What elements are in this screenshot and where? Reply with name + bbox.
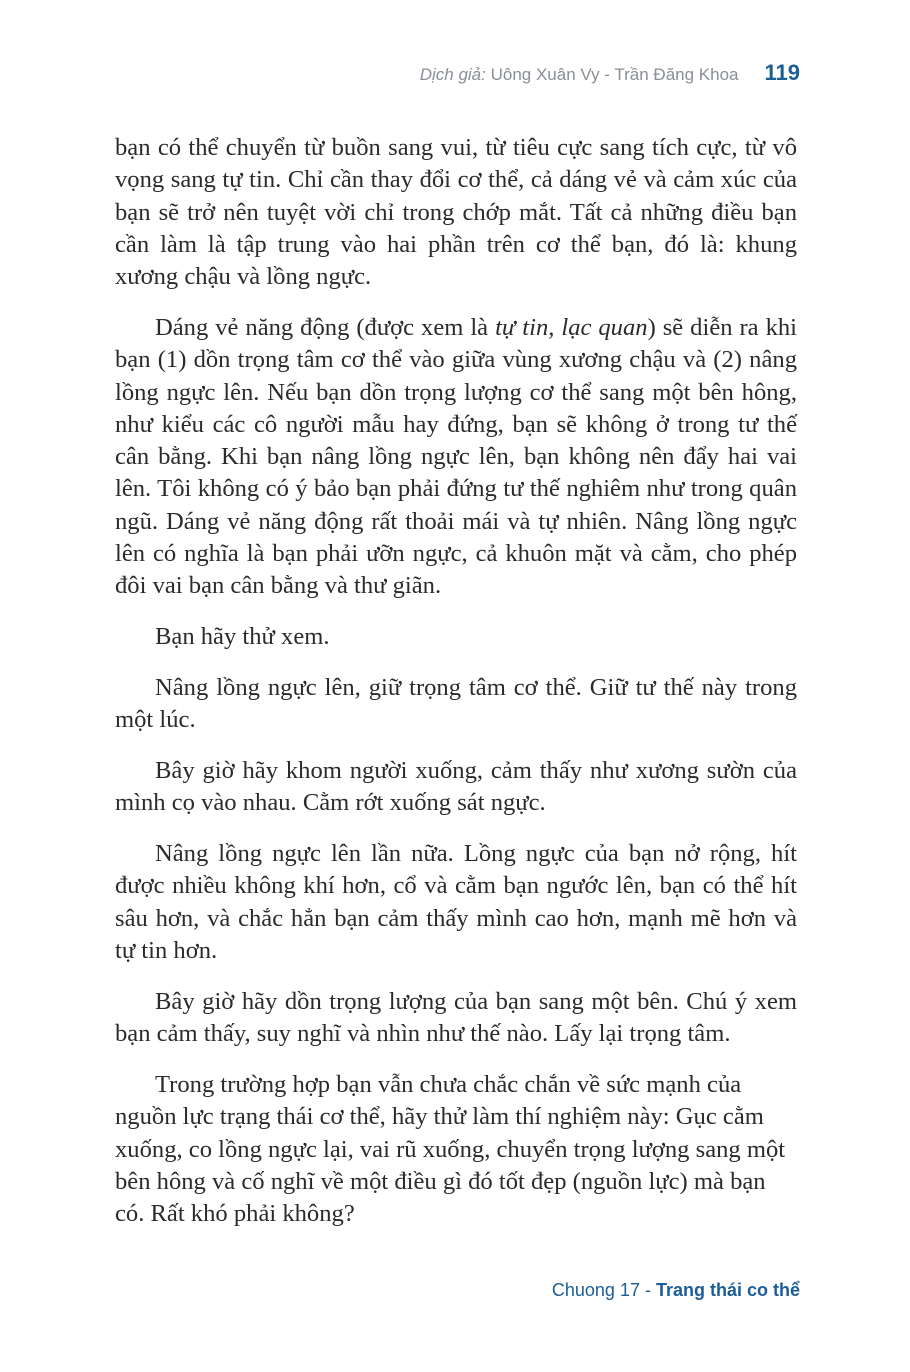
paragraph-2-end: ) sẽ diễn ra khi bạn (1) dồn trọng tâm cơ thể vào giữa vùng xương chậu và (2) nâng lồng ngực lên. Nếu bạn dồn trọng lượng cơ thể sang một bên hông, như kiểu các cô người mẫu hay đứng, bạn sẽ không ở trong tư thế cân bằng. Khi bạn nâng lồng ngực lên, bạn không nên đẩy hai vai lên. Tôi không có ý bảo bạn phải đứng tư thế nghiêm như trong quân ngũ. Dáng vẻ năng động rất thoải mái và tự nhiên. Nâng lồng ngực lên có nghĩa là bạn phải ưỡn ngực, cả khuôn mặt và cằm, cho phép đôi vai bạn cân bằng và thư giãn. bbox=[115, 313, 797, 600]
paragraph-5: Bây giờ hãy khom người xuống, cảm thấy như xương sườn của mình cọ vào nhau. Cằm rớt xuống sát ngực. bbox=[115, 757, 797, 817]
paragraph-8: Trong trường hợp bạn vẫn chưa chắc chắn về sức mạnh của nguồn lực trạng thái cơ thể, hãy thử làm thí nghiệm này: Gục cằm xuống, co lồng ngực lại, vai rũ xuống, chuyển trọng lượng sang một bên hông và cố nghĩ về một điều gì đó tốt đẹp (nguồn lực) mà bạn có. Rất khó phải không? bbox=[115, 1070, 786, 1228]
paragraph-2 bbox=[115, 312, 797, 603]
paragraph-7: Bây giờ hãy dồn trọng lượng của bạn sang một bên. Chú ý xem bạn cảm thấy, suy nghĩ và nhìn như thế nào. Lấy lại trọng tâm. bbox=[115, 987, 797, 1048]
paragraph-3: Bạn hãy thử xem. bbox=[155, 623, 330, 651]
running-footer bbox=[552, 1280, 800, 1301]
paragraph-6: Nâng lồng ngực lên lần nữa. Lồng ngực của bạn nở rộng, hít được nhiều không khí hơn, cổ và cằm bạn ngước lên, bạn có thể hít sâu hơn, và chắc hẳn bạn cảm thấy mình cao hơn, mạnh mẽ hơn và tự tin hơn. bbox=[115, 840, 797, 965]
chapter-number: Chuong 17 - bbox=[551, 1280, 656, 1300]
paragraph-1: bạn có thể chuyển từ buồn sang vui, từ tiêu cực sang tích cực, từ vô vọng sang tự tin. Chỉ cần thay đổi cơ thể, cả dáng vẻ và cảm xúc của bạn sẽ trở nên tuyệt vời chỉ trong chớp mắt. Tất cả những điều bạn cần làm là tập trung vào hai phần trên cơ thể bạn, đó là: khung xương chậu và lồng ngực. bbox=[115, 134, 797, 291]
running-header bbox=[420, 60, 800, 86]
translator-label: Dịch giả: bbox=[419, 65, 486, 84]
page-number: 119 bbox=[764, 60, 800, 85]
translator-names: Uông Xuân Vy - Trần Đăng Khoa bbox=[485, 65, 739, 84]
body-text bbox=[115, 132, 797, 1249]
translator-credit bbox=[420, 65, 739, 85]
chapter-title: Trang thái co thể bbox=[655, 1280, 800, 1300]
paragraph-2-start: Dáng vẻ năng động (được xem là bbox=[155, 313, 496, 341]
paragraph-2-emphasis: tự tin, lạc quan bbox=[495, 313, 648, 341]
paragraph-4: Nâng lồng ngực lên, giữ trọng tâm cơ thể. Giữ tư thế này trong một lúc. bbox=[115, 673, 797, 734]
